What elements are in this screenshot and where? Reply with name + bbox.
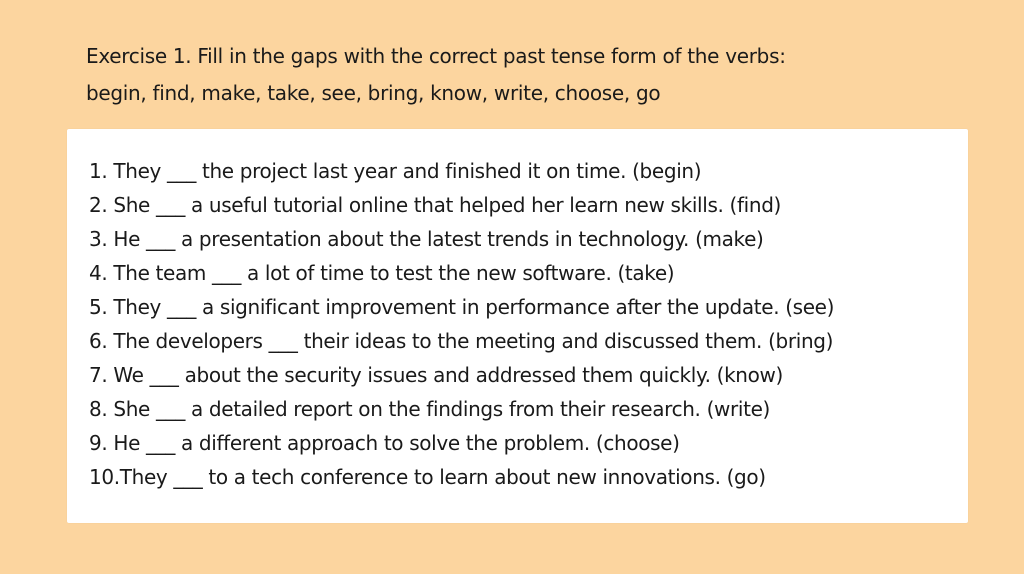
sentence-item-8: 8. She ___ a detailed report on the findings from their research. (write) — [89, 397, 771, 421]
sentence-item-3: 3. He ___ a presentation about the latest trends in technology. (make) — [89, 227, 764, 251]
sentence-item-7: 7. We ___ about the security issues and addressed them quickly. (know) — [89, 363, 783, 387]
sentence-item-2: 2. She ___ a useful tutorial online that helped her learn new skills. (find) — [89, 193, 782, 217]
sentence-list — [89, 154, 834, 494]
sentence-item-1: 1. They ___ the project last year and finished it on time. (begin) — [89, 159, 702, 183]
sentence-item-6: 6. The developers ___ their ideas to the meeting and discussed them. (bring) — [89, 329, 834, 353]
exercise-title-line-2: begin, find, make, take, see, bring, know, write, choose, go — [86, 81, 661, 105]
exercise-title — [86, 38, 986, 112]
sentence-item-5: 5. They ___ a significant improvement in performance after the update. (see) — [89, 295, 835, 319]
sentence-item-10: 10.They ___ to a tech conference to learn about new innovations. (go) — [89, 465, 766, 489]
exercise-title-line-1: Exercise 1. Fill in the gaps with the correct past tense form of the verbs: — [86, 44, 786, 68]
sentence-item-9: 9. He ___ a different approach to solve the problem. (choose) — [89, 431, 680, 455]
sentence-item-4: 4. The team ___ a lot of time to test the new software. (take) — [89, 261, 675, 285]
